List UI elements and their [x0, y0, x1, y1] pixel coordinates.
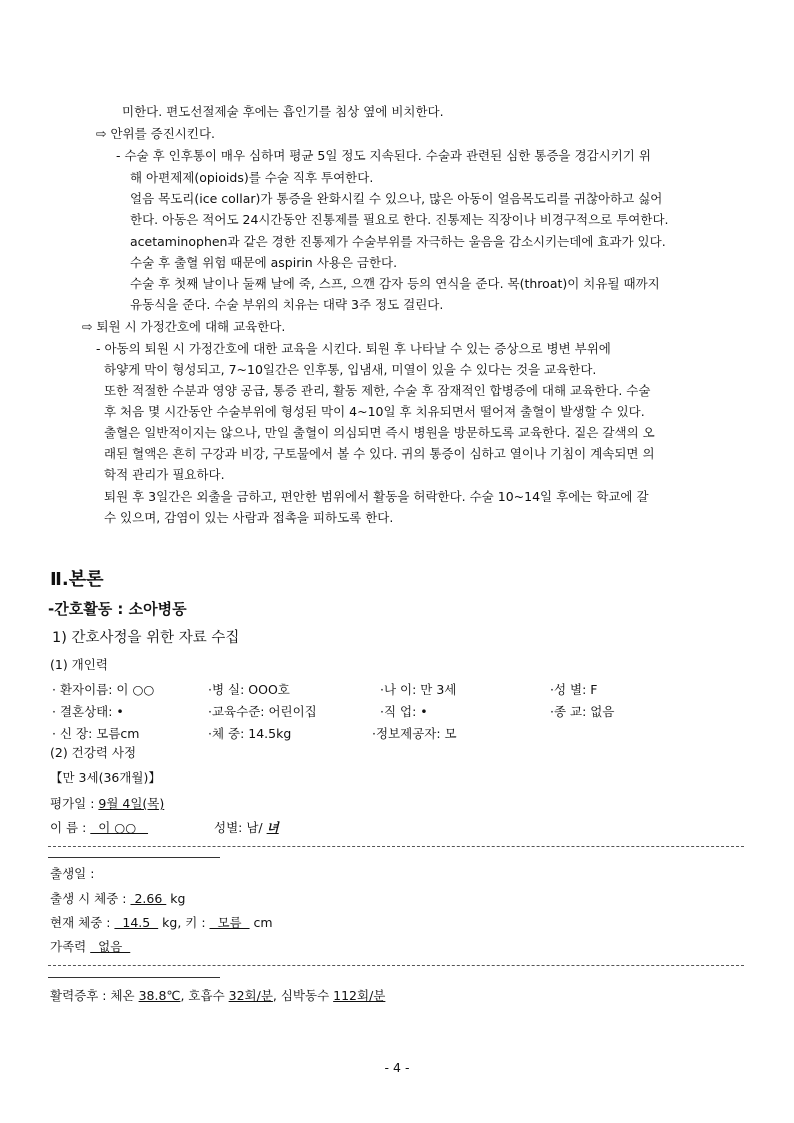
intro-line-5: 얼음 목도리(ice collar)가 통증을 완화시킬 수 있으나, 많은 아동이 얼음목도리를 귀찮아하고 싫어 [130, 191, 663, 206]
intro-line-7: acetaminophen과 같은 경한 진통제가 수술부위를 자극하는 울음을 감소시키는데에 효과가 있다. [130, 234, 666, 249]
vital-signs-row [50, 988, 385, 1004]
occupation: ·직 업: • [380, 704, 428, 719]
intro-line-11: ⇨ 퇴원 시 가정간호에 대해 교육한다. [82, 319, 286, 334]
current-weight-row [50, 915, 273, 931]
page-number: - 4 - [384, 1060, 410, 1075]
health-history-heading: (2) 건강력 사정 [50, 745, 137, 760]
intro-line-4: 해 아편제제(opioids)를 수술 직후 투여한다. [130, 170, 374, 185]
sex-value: 녀 [266, 820, 279, 835]
solid-divider-1 [48, 857, 220, 858]
bw-unit: kg [166, 891, 186, 906]
age: ·나 이: 만 3세 [380, 682, 457, 697]
vital-label: 활력증후 : 체온 [50, 988, 139, 1003]
fam-label: 가족력 [50, 939, 91, 954]
dashed-divider-2 [48, 965, 744, 966]
eval-label: 평가일 : [50, 796, 99, 811]
vital-mid-1: , 호흡수 [180, 988, 229, 1003]
intro-line-9: 수술 후 첫째 날이나 둘째 날에 죽, 스프, 으깬 감자 등의 연식을 준다. 목(throat)이 치유될 때까지 [130, 276, 660, 291]
cw-mid: kg, 키 : [158, 915, 210, 930]
informant: ·정보제공자: 모 [372, 726, 457, 741]
height-unit: cm [249, 915, 273, 930]
evaluation-date [50, 796, 164, 812]
vital-temp: 38.8℃ [138, 988, 181, 1003]
vital-hr: 112회/분 [333, 988, 386, 1003]
data-collection-heading: 1) 간호사정을 위한 자료 수집 [52, 630, 240, 646]
intro-line-19: 퇴원 후 3일간은 외출을 금하고, 편안한 범위에서 활동을 허락한다. 수술 10~14일 후에는 학교에 갈 [104, 489, 649, 504]
sex-label: 성별: 남/ [214, 820, 267, 835]
name-label: 이 름 : [50, 820, 91, 835]
intro-line-12: - 아동의 퇴원 시 가정간호에 대한 교육을 시킨다. 퇴원 후 나타날 수 있는 증상으로 병변 부위에 [96, 341, 611, 356]
intro-line-18: 학적 관리가 필요하다. [104, 467, 225, 482]
marital-status: · 결혼상태: • [52, 704, 124, 719]
solid-divider-2 [48, 977, 220, 978]
intro-line-8: 수술 후 출혈 위험 때문에 aspirin 사용은 금한다. [130, 255, 398, 270]
vital-resp: 32회/분 [228, 988, 273, 1003]
height: · 신 장: 모름cm [52, 726, 140, 741]
height-value: 모름 [209, 915, 250, 930]
subsection-title: -간호활동 : 소아병동 [48, 600, 187, 618]
cw-label: 현재 체중 : [50, 915, 115, 930]
intro-line-15: 후 처음 몇 시간동안 수술부위에 형성된 막이 4~10일 후 치유되면서 떨어져 출혈이 발생할 수 있다. [104, 404, 645, 419]
name-value: 이 ○○ [90, 820, 149, 835]
room: ·병 실: OOO호 [208, 682, 290, 697]
cw-value: 14.5 [114, 915, 159, 930]
intro-line-20: 수 있으며, 감염이 있는 사람과 접촉을 피하도록 한다. [104, 510, 394, 525]
patient-name: · 환자이름: 이 ○○ [52, 682, 155, 697]
sex: ·성 별: F [550, 682, 598, 697]
intro-line-14: 또한 적절한 수분과 영양 공급, 통증 관리, 활동 제한, 수술 후 잠재적인 합병증에 대해 교육한다. 수술 [104, 383, 651, 398]
intro-line-16: 출혈은 일반적이지는 않으나, 만일 출혈이 의심되면 즉시 병원을 방문하도록 교육한다. 짙은 갈색의 오 [104, 425, 655, 440]
intro-line-13: 하얗게 막이 형성되고, 7~10일간은 인후통, 입냄새, 미열이 있을 수 있다는 것을 교육한다. [104, 362, 597, 377]
personal-history-heading: (1) 개인력 [50, 657, 108, 672]
education: ·교육수준: 어린이집 [208, 704, 317, 719]
intro-line-1: 미한다. 편도선절제술 후에는 흡인기를 침상 옆에 비치한다. [122, 104, 444, 119]
eval-value: 9월 4일(목) [98, 796, 165, 811]
age-bracket: 【만 3세(36개월)】 [50, 770, 161, 785]
intro-line-6: 한다. 아동은 적어도 24시간동안 진통제를 필요로 한다. 진통제는 직장이나 비경구적으로 투여한다. [130, 212, 669, 227]
family-history-row [50, 939, 130, 955]
vital-mid-2: , 심박동수 [272, 988, 334, 1003]
birth-date: 출생일 : [50, 866, 95, 881]
name-row [50, 820, 148, 836]
weight: ·체 중: 14.5kg [208, 726, 292, 741]
sex-row [214, 820, 279, 836]
intro-line-17: 래된 혈액은 흔히 구강과 비강, 구토물에서 볼 수 있다. 귀의 통증이 심하고 열이나 기침이 계속되면 의 [104, 446, 655, 461]
intro-line-10: 유동식을 준다. 수술 부위의 치유는 대략 3주 정도 걸린다. [130, 297, 444, 312]
intro-line-3: - 수술 후 인후통이 매우 심하며 평균 5일 정도 지속된다. 수술과 관련된 심한 통증을 경감시키기 위 [116, 148, 651, 163]
birth-weight-row [50, 891, 185, 907]
religion: ·종 교: 없음 [550, 704, 615, 719]
bw-label: 출생 시 체중 : [50, 891, 131, 906]
section-title: Ⅱ.본론 [50, 569, 104, 590]
dashed-divider-1 [48, 846, 744, 847]
fam-value: 없음 [90, 939, 131, 954]
bw-value: 2.66 [130, 891, 167, 906]
intro-line-2: ⇨ 안위를 증진시킨다. [96, 126, 215, 141]
